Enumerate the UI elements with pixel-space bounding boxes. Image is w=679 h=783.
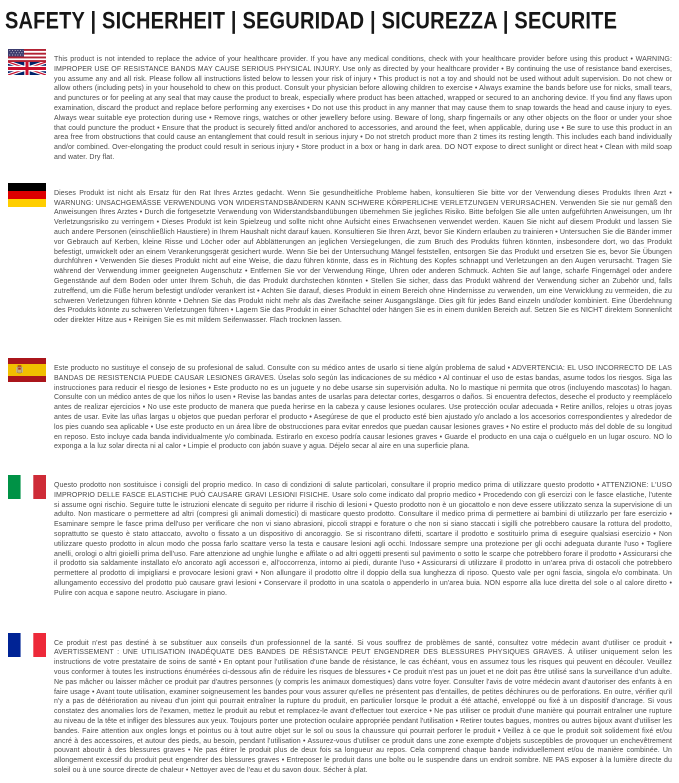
spain-flag-icon: [8, 358, 46, 382]
section-spanish: [8, 357, 672, 459]
us-uk-flag-icon: [8, 49, 46, 75]
safety-text-german: Dieses Produkt ist nicht als Ersatz für den Rat Ihres Arztes gedacht. Wenn Sie gesundheitliche Probleme haben, konsultieren Sie bitte vor der Verwendung dieses Produkts Ihren Arzt • WARNUNG: UNSACHGEMÄSSE VERWENDUNG VON WIDERSTANDSBÄNDERN KANN SCHWERE KÖRPERLICHE VERLETZUNGEN VERURSACHEN. Verwenden Sie sie nur gemäß den Anweisungen Ihres Arztes • Durch die fortgesetzte Verwendung von Widerstandsbandübungen übernehmen Sie jegliches Risiko. Bitte befolgen Sie alle unten aufgeführten Anweisungen, um Ihr Verletzungsrisiko zu verringern • Dieses Produkt ist kein Spielzeug und sollte nicht ohne Aufsicht eines Erwachsenen verwendet werden. Kauen Sie nicht auf diesem Produkt und lassen Sie auch andere Personen (einschließlich Haustiere) in Ihrem Haushalt nicht darauf kauen. Konsultieren Sie Ihren Arzt, bevor Sie Kindern erlauben zu trainieren • Untersuchen Sie die Bänder immer vor Gebrauch auf Kerben, kleine Risse und Löcher oder auf Abblätterungen an jeglichen Versiegelungen, die zum Bruch des Produkts führen könnten, insbesondere dort, wo das Produkt befestigt, umwickelt oder an einem Verankerungsgerät gesichert wurde. Wenn Sie bei der Untersuchung Mängel feststellen, entsorgen Sie das Produkt und ersetzen Sie es, bevor Sie Übungen durchführen • Verwenden Sie dieses Produkt nicht auf eine Weise, die dazu führen könnte, dass es in Richtung des Kopfes schnappt und Verletzungen an den Augen verursacht. Tragen Sie während der Verwendung immer geeigneten Augenschutz • Entfernen Sie vor der Verwendung Ringe, Uhren oder anderen Schmuck. Achten Sie auf lange, scharfe Fingernägel oder andere Gegenstände auf dem Boden oder unter Ihrem Schuh, die das Produkt durchstechen könnten • Stellen Sie sicher, dass das Produkt während der Verwendung sicher an Zubehör und, falls zutreffend, um die Füße herum befestigt und/oder verankert ist • Achten Sie darauf, dieses Produkt in einem Bereich ohne Hindernisse zu verwenden, um eine Verwicklung zu vermeiden, die zu schweren Verletzungen führen könnte • Dehnen Sie das Produkt nicht mehr als das Zweifache seiner Ausgangslänge. Dies gilt für jedes Band einzeln und/oder kombiniert. Eine Überdehnung des Produkts könnte zu schweren Verletzungen führen • Lagern Sie das Produkt in einer Schachtel oder hängen Sie es in einem dunklen Bereich auf. Setzen Sie es NICHT direktem Sonnenlicht oder direkter Hitze aus • Reinigen Sie es mit mildem Seifenwasser. Flach trocknen lassen.: [54, 189, 672, 325]
safety-text-italian: Questo prodotto non sostituisce i consigli del proprio medico. In caso di condizioni di salute particolari, consultare il proprio medico prima di utilizzare questo prodotto • ATTENZIONE: L'USO IMPROPRIO DELLE FASCE ELASTICHE PUÒ CAUSARE GRAVI LESIONI FISICHE. Usare solo come indicato dal proprio medico • Procedendo con gli esercizi con le fasce elastiche, l'utente si assume ogni rischio. Seguire tutte le istruzioni elencate di seguito per ridurre il rischio di lesioni • Questo prodotto non è un giocattolo e non deve essere utilizzato senza la supervisione di un adulto. Non masticare o permettere ad altri (compresi gli animali domestici) di masticare questo prodotto. Consultare il medico prima di permettere ai bambini di utilizzarlo per fare esercizio • Esaminare sempre le fasce prima dell'uso per verificare che non vi siano abrasioni, piccoli strappi e forature o che non si siano staccati i sigilli che potrebbero causare la rottura del prodotto, soprattutto se questo è stato attaccato, avvolto o fissato a un dispositivo di ancoraggio. Se si riscontrano difetti, scartare il prodotto e sostituirlo prima di eseguire qualsiasi esercizio • Non utilizzare questo prodotto in alcun modo che possa farlo scattare verso la testa e causare lesioni agli occhi. Indossare sempre una protezione per gli occhi adeguata durante l'uso • Togliere anelli, orologi o altri gioielli prima dell'uso. Fare attenzione ad unghie lunghe e affilate o ad altri oggetti presenti sul pavimento o sotto le scarpe che potrebbero forare il prodotto • Assicurarsi che il prodotto sia saldamente installato e/o ancorato agli accessori e, all'occorrenza, intorno ai piedi, durante l'uso • Assicurarsi di utilizzare il prodotto in un'area priva di ostacoli che potrebbero permettere al prodotto di impigliarsi e provocare lesioni gravi • Non allungare il prodotto oltre il doppio della sua lunghezza di riposo. Questo vale per ogni fascia, singola e/o combinata. Un allungamento eccessivo del prodotto può causare gravi lesioni • Conservare il prodotto in una scatola o appenderlo in un'area buia. NON esporre alla luce diretta del sole o al calore diretto • Pulire con acqua e sapone neutro. Asciugare in piano.: [54, 482, 672, 597]
section-italian: [8, 474, 672, 606]
germany-flag-icon: [8, 183, 46, 207]
safety-text-french: Ce produit n'est pas destiné à se substituer aux conseils d'un professionnel de la santé. Si vous souffrez de problèmes de santé, consultez votre médecin avant d'utiliser ce produit • AVERTISSEMENT : UNE UTILISATION INADÉQUATE DES BANDES DE RÉSISTANCE PEUT ENGENDRER DES BLESSURES PHYSIQUES GRAVES. À utiliser uniquement selon les instructions de votre prestataire de soins de santé • En optant pour l'utilisation d'une bande de résistance, le cas échéant, vous en assumez tous les risques qui peuvent en découler. Veuillez vous conformer à toutes les instructions énumérées ci-dessous afin de réduire les risques de blessures • Ce produit n'est pas un jouet et ne doit pas être utilisé sans la surveillance d'un adulte. Ne pas mâcher ou laisser mâcher ce produit par d'autres personnes (y compris les animaux domestiques) dans votre foyer. Consulter l'avis de votre médecin avant d'autoriser des enfants à en faire usage • Avant toute utilisation, examiner soigneusement les bandes pour vous assurer qu'elles ne présentent pas d'entailles, de petites déchirures ou de perforations. En outre, vérifier qu'il n'y a pas de détérioration au niveau d'un joint qui pourrait entraîner la rupture du produit, en particulier lorsque le produit a été attaché, enveloppé ou fixé à un dispositif d'ancrage. Si vous constatez des anomalies lors de l'examen, mettez le produit au rebut et remplacez-le avant d'effectuer tout exercice • Ne pas utiliser ce produit d'une manière qui pourrait entraîner une rupture au niveau de la tête et infliger des blessures aux yeux. Toujours porter une protection oculaire appropriée pendant l'utilisation • Retirer toutes bagues, montres ou autres bijoux avant d'utiliser les bandes. Faire attention aux ongles longs et pointus ou à tout autre objet sur le sol ou sous la chaussure qui pourrait perforer le produit • Veillez à ce que le produit soit solidement fixé et/ou ancré à des accessoires, et autour des pieds, au besoin, pendant l'utilisation • Assurez-vous d'utiliser ce produit dans une zone exempte d'objets susceptibles de provoquer un enchevêtrement pouvant aboutir à des blessures graves • Ne pas étirer le produit plus de deux fois sa longueur au repos. Cela comprend chaque bande individuellement et/ou de manière combinée. Un allongement excessif du produit peut engendrer des blessures graves • Entreposer le produit dans une boîte ou le suspendre dans un endroit sombre. NE PAS exposer à la lumière directe du soleil ou à une source directe de chaleur • Nettoyer avec de l'eau et du savon doux. Sécher à plat.: [54, 639, 672, 775]
safety-text-spanish: Este producto no sustituye el consejo de su profesional de salud. Consulte con su médico antes de usarlo si tiene algún problema de salud • ADVERTENCIA: EL USO INCORRECTO DE LAS BANDAS DE RESISTENCIA PUEDE CAUSAR LESIONES GRAVES. Úselas solo según las indicaciones de su médico • Al continuar el uso de estas bandas, asume todos los riesgos. Siga las instrucciones para reducir el riesgo de lesiones • Este producto no es un juguete y no debe usarse sin supervisión adulta. No lo mastique ni permita que otros (incluyendo mascotas) lo hagan. Consulte con un médico antes de que los niños lo usen • Revise las bandas antes de usarlas para detectar cortes, desgarros o daños. Si encuentra defectos, deseche el producto y reemplácelo antes de realizar ejercicios • No use este producto de manera que pueda herirse en la cabeza y cause lesiones oculares. Use protección ocular adecuada • Retire anillos, relojes u otras joyas antes de usar. Evite las uñas largas u objetos que puedan perforar el producto • Asegúrese de que el producto esté bien ajustado y/o anclado a los accesorios correspondientes y alrededor de los pies cuando sea aplicable • Use este producto en un área libre de obstrucciones para evitar enredos que puedan causar lesiones graves • No estire el producto más del doble de su longitud en reposo. Esto incluye cada banda individualmente y/o combinada. Estirarlo en exceso podría causar lesiones graves • Guarde el producto en una caja o cuélguelo en un lugar oscuro. NO lo exponga a la luz solar directa ni al calor • Limpie el producto con jabón suave y agua. Déjelo secar al aire en una superficie plana.: [54, 364, 672, 451]
italy-flag-icon: [8, 475, 46, 499]
safety-text-english: This product is not intended to replace the advice of your healthcare provider. If you have any medical conditions, check with your healthcare provider before using this product • WARNING: IMPROPER USE OF RESISTANCE BANDS MAY CAUSE SERIOUS PHYSICAL INJURY. Use only as directed by your healthcare provider • By continuing the use of resistance band exercises, you assume any and all risk. Please follow all instructions listed below to lessen your risk of injury • This product is not a toy and should not be used without adult supervision. Do not chew or allow others (including pets) in your household to chew on this product. Consult your physician before allowing children to exercise • Always examine the bands before use for nicks, small tears, and punctures or for peeling at any seal that may cause the product to break, especially where product has been attached, wrapped or secured to an anchoring device. If you find any flaws upon examination, discard the product and replace before performing any exercises • Do not use this product in any manner that may cause them to snap towards the head and cause injury to eyes. Always wear suitable eye protection during use • Remove rings, watches or other jewellery before using. Beware of long, sharp fingernails or any other objects on the floor or under your shoe that could puncture the product • Ensure that the product is securely fitted and/or anchored to accessories, and around the feet, when applicable, during use • Be sure to use this product in an area free from obstructions that could cause an entanglement that could result in serious injury • Do not stretch product more than 2 times its resting length. This includes each band individually and/or combined. Over-elongating the product could result in serious injury • Store product in a box or hang in dark area. DO NOT expose to direct sunlight or direct heat • Clean with mild soap and water. Dry flat.: [54, 56, 672, 161]
section-german: [8, 182, 672, 333]
section-french: [8, 632, 672, 783]
language-sections: [0, 48, 679, 783]
section-english: [8, 48, 672, 170]
france-flag-icon: [8, 633, 46, 657]
page-title: SAFETY | SICHERHEIT | SEGURIDAD | SICUREZZA | SECURITE: [5, 8, 618, 35]
